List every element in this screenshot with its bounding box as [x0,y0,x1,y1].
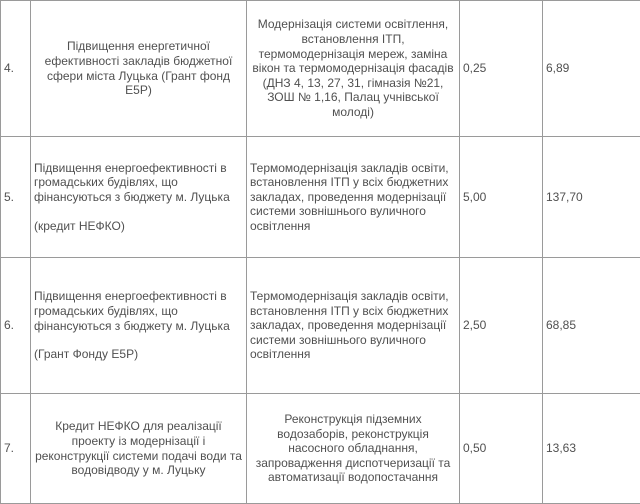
value-b: 68,85 [543,258,640,394]
value-a: 0,50 [460,394,543,504]
value-a: 5,00 [460,137,543,258]
work-description: Модернізація системи освітлення, встановлення ІТП, термомодернізація мереж, заміна вікон та термомодернізація фасадів (ДНЗ 4, 13, 27, 31, гімназія №21, ЗОШ № 1,16, Палац учнівської молоді) [247,1,460,137]
value-b: 137,70 [543,137,640,258]
row-number: 5. [1,137,31,258]
value-a: 0,25 [460,1,543,137]
project-name: Підвищення енергоефективності в громадських будівлях, що фінансуються з бюджету м. Луцька [34,289,230,332]
value-b: 6,89 [543,1,640,137]
row-number: 4. [1,1,31,137]
project-name-cell [31,137,247,258]
table-row [1,137,640,258]
row-number: 7. [1,394,31,504]
project-name: Підвищення енергетичної ефективності закладів бюджетної сфери міста Луцька (Грант фонд Е5Р) [45,39,233,97]
row-number: 6. [1,258,31,394]
project-name-cell [31,258,247,394]
value-a: 2,50 [460,258,543,394]
project-name: Кредит НЕФКО для реалізації проекту із модернізації і реконструкції системи подачі води та водовідводу у м. Луцьку [35,419,242,477]
table-row [1,394,640,504]
project-name-cell [31,394,247,504]
funding-note: (кредит НЕФКО) [34,219,243,234]
value-b: 13,63 [543,394,640,504]
work-description: Термомодернізація закладів освіти, встановлення ІТП у всіх бюджетних закладах, проведення модернізації системи зовнішнього вуличного освітлення [247,258,460,394]
project-name-cell [31,1,247,137]
table-row [1,258,640,394]
project-name: Підвищення енергоефективності в громадських будівлях, що фінансуються з бюджету м. Луцька [34,161,230,204]
work-description: Термомодернізація закладів освіти, встановлення ІТП у всіх бюджетних закладах, проведення модернізації системи зовнішнього вуличного освітлення [247,137,460,258]
funding-note: (Грант Фонду Е5Р) [34,347,243,362]
work-description: Реконструкція підземних водозаборів, реконструкція насосного обладнання, запровадження диспотчеризації та автоматизації водопостачання [247,394,460,504]
table-row [1,1,640,137]
